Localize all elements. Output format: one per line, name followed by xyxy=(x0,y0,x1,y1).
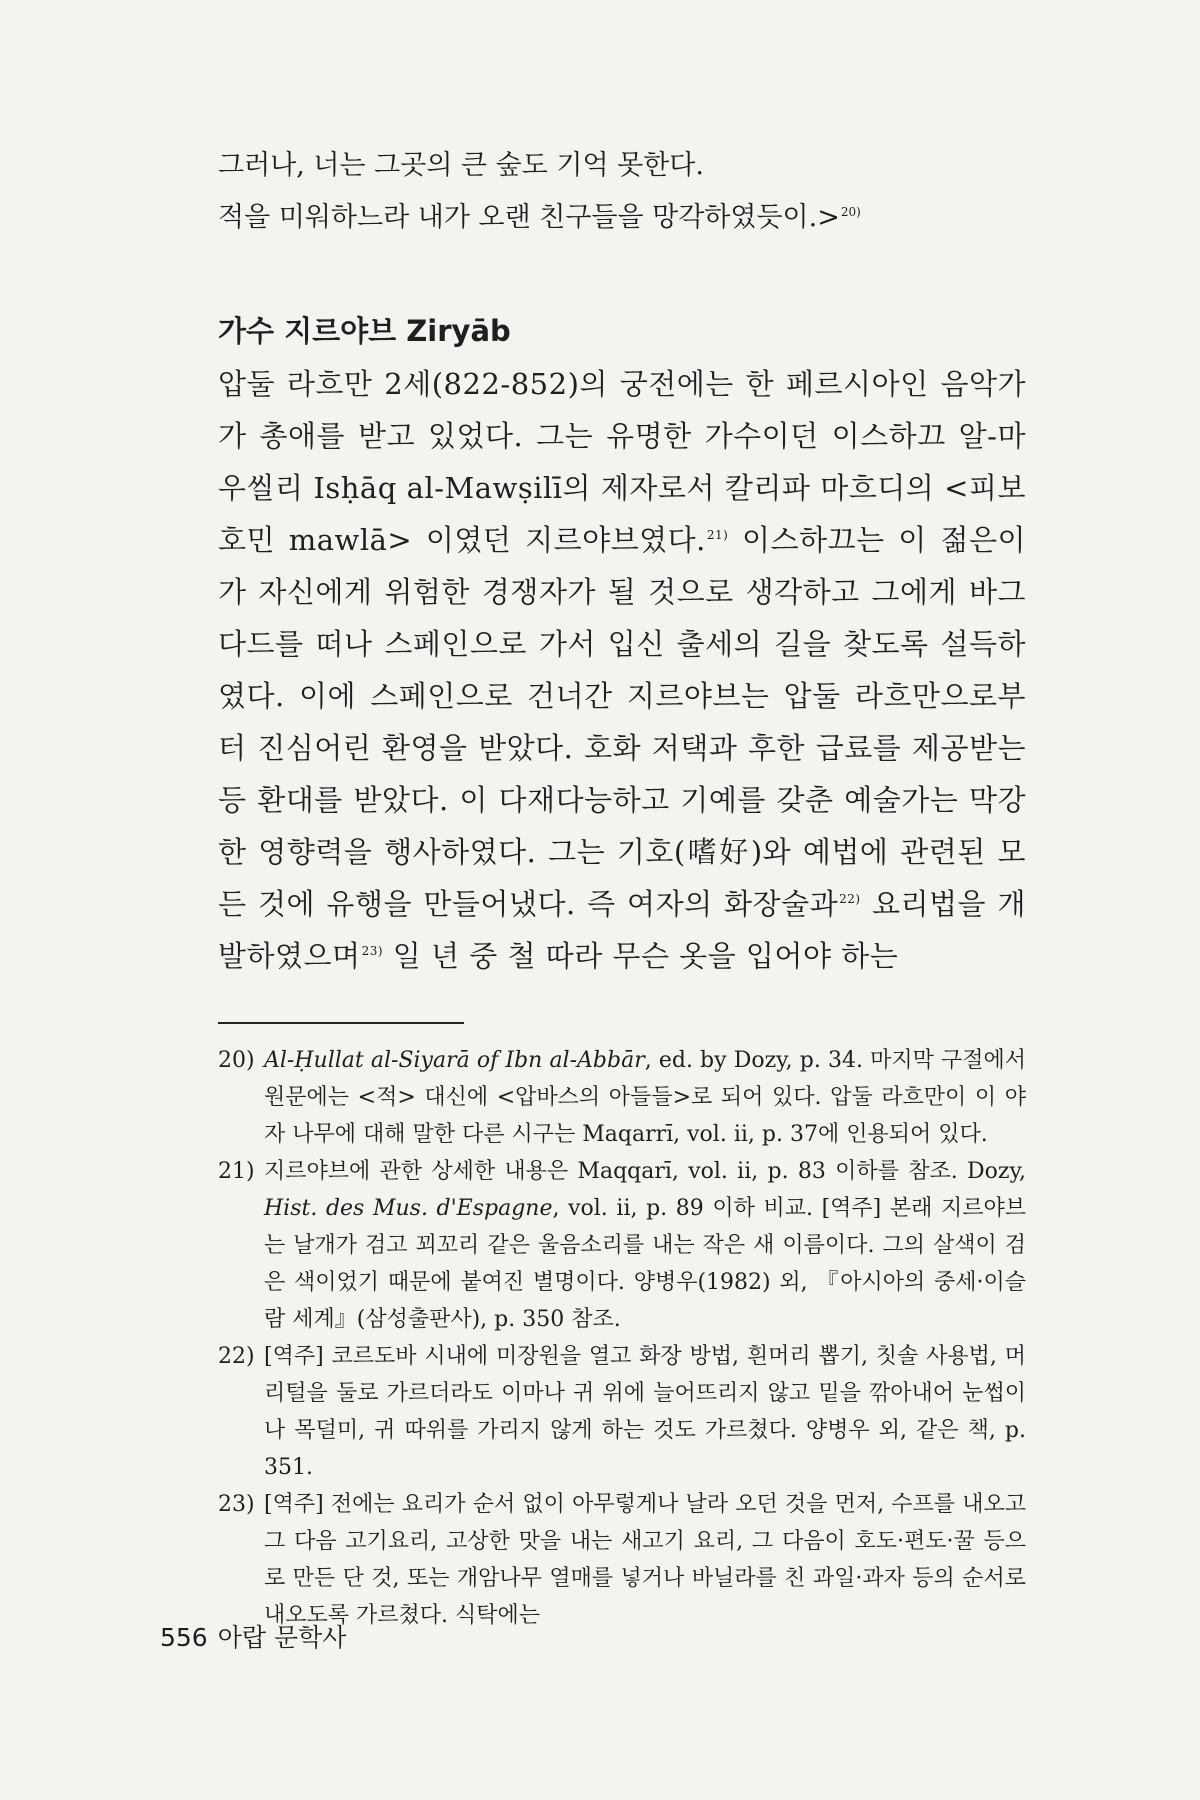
footnote-ref-23[interactable]: 23) xyxy=(361,944,384,959)
footnote-ref-20[interactable]: 20) xyxy=(840,205,861,219)
section-heading: 가수 지르야브 Ziryāb xyxy=(218,314,511,348)
footnote-number: 20) xyxy=(218,1048,255,1073)
footnote-text: Al-Ḥullat al-Siyarā of Ibn al-Abbār, ed. by Dozy, p. 34. 마지막 구절에서 원문에는 <적> 대신에 <압바스의 아들들>로 되어 있다. 압둘 라흐만이 이 야자 나무에 대해 말한 다른 시구는 Maqarrī, vol. ii, p. 37에 인용되어 있다. xyxy=(264,1048,1026,1147)
page-content xyxy=(218,140,1026,1634)
footnote-number: 22) xyxy=(218,1344,255,1369)
book-title: 아랍 문학사 xyxy=(217,1623,347,1652)
footnote-20 xyxy=(218,1042,1026,1153)
footnote-divider xyxy=(218,1022,464,1024)
poem-line-2: 적을 미워하느라 내가 오랜 친구들을 망각하였듯이.>$^{20)}$ xyxy=(218,202,861,233)
footnote-number: 23) xyxy=(218,1492,255,1517)
footnote-text: 지르야브에 관한 상세한 내용은 Maqqarī, vol. ii, p. 83 이하를 참조. Dozy, Hist. des Mus. d'Espagne, vol. ii, p. 89 이하 비교. [역주] 본래 지르야브는 날개가 검고 꾀꼬리 같은 울음소리를 내는 작은 새 이름이다. 그의 살색이 검은 색이었기 때문에 붙여진 별명이다. 양병우(1982) 외, 『아시아의 중세·이슬람 세계』(삼성출판사), p. 350 참조. xyxy=(264,1159,1026,1332)
footnotes xyxy=(218,1042,1026,1634)
page-footer xyxy=(160,1618,346,1654)
footnote-22 xyxy=(218,1338,1026,1486)
footnote-source-title: Hist. des Mus. d'Espagne xyxy=(264,1196,553,1221)
footnote-text: [역주] 전에는 요리가 순서 없이 아무렇게나 날라 오던 것을 먼저, 수프를 내오고 그 다음 고기요리, 고상한 맛을 내는 새고기 요리, 그 다음이 호도·편도·꿀 등으로 만든 단 것, 또는 개암나무 열매를 넣거나 바닐라를 친 과일·과자 등의 순서로 내오도록 가르쳤다. 식탁에는 xyxy=(264,1492,1026,1628)
footnote-21 xyxy=(218,1153,1026,1338)
footnote-23 xyxy=(218,1486,1026,1634)
poem-line-1: 그러나, 너는 그곳의 큰 숲도 기억 못한다. xyxy=(218,150,704,181)
footnote-number: 21) xyxy=(218,1159,255,1184)
footnote-ref-22[interactable]: 22) xyxy=(839,892,861,907)
poem-quote xyxy=(218,140,1026,244)
footnote-ref-21[interactable]: 21) xyxy=(706,528,729,543)
footnote-text: [역주] 코르도바 시내에 미장원을 열고 화장 방법, 흰머리 뽑기, 칫솔 사용법, 머리털을 둘로 가르더라도 이마나 귀 위에 늘어뜨리지 않고 밑을 깎아내어 눈썹이나 목덜미, 귀 따위를 가리지 않게 하는 것도 가르쳤다. 양병우 외, 같은 책, p. 351. xyxy=(264,1344,1026,1480)
body-paragraph: 압둘 라흐만 2세(822-852)의 궁전에는 한 페르시아인 음악가가 총애를 받고 있었다. 그는 유명한 가수이던 이스하끄 알-마우씰리 Isḥāq al-Mawṣilī의 제자로서 칼리파 마흐디의 <피보호민 mawlā> 이였던 지르야브였다.$^{21)}$ 이스하끄는 이 젊은이가 자신에게 위험한 경쟁자가 될 것으로 생각하고 그에게 바그다드를 떠나 스페인으로 가서 입신 출세의 길을 찾도록 설득하였다. 이에 스페인으로 건너간 지르야브는 압둘 라흐만으로부터 진심어린 환영을 받았다. 호화 저택과 후한 급료를 제공받는 등 환대를 받았다. 이 다재다능하고 기예를 갖춘 예술가는 막강한 영향력을 행사하였다. 그는 기호(嗜好)와 예법에 관련된 모든 것에 유행을 만들어냈다. 즉 여자의 화장술과$^{22)}$ 요리법을 개발하였으며$^{23)}$ 일 년 중 철 따라 무슨 옷을 입어야 하는 xyxy=(218,367,1027,973)
page-number: 556 xyxy=(160,1623,208,1652)
footnote-source-title: Al-Ḥullat al-Siyarā of Ibn al-Abbār xyxy=(264,1048,645,1073)
